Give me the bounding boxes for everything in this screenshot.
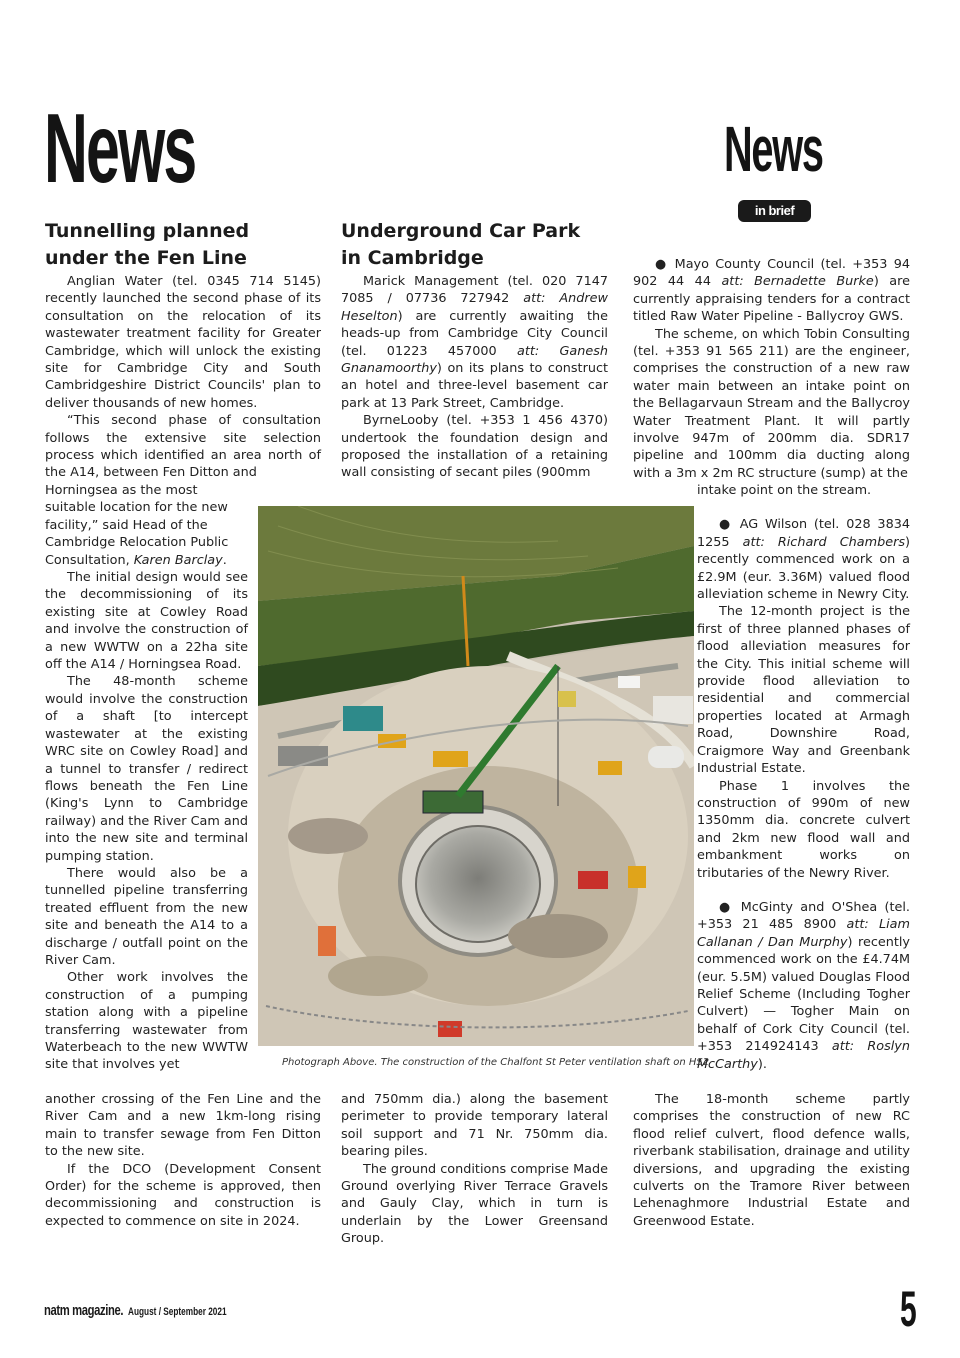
article-1-title-line-2: under the Fen Line: [45, 247, 247, 269]
brief-item-3-paragraph-2: The 18-month scheme partly comprises the construction of new RC flood relief culvert, flood defence walls, riverbank stabilisation, drainage and utility diversions, and upgrading the existing culverts on the Tramore River between Lehenaghmore Industrial Estate and Greenwood Estate.: [633, 1092, 910, 1229]
article-2-title: [341, 218, 580, 272]
brief-item-2-contact: att: Richard Chambers: [742, 534, 905, 550]
article-1-title-line-1: Tunnelling planned: [45, 220, 250, 242]
article-1-paragraph-2-line: facility,” said Head of the: [45, 517, 208, 533]
brief-column-top: [633, 256, 910, 482]
brief-item-2: [697, 516, 910, 603]
brief-item-1-b: ) are currently appraising tenders for a contract titled Raw Water Pipeline - Ballycroy GWS.: [633, 274, 910, 325]
article-2-paragraph-2-continued: and 750mm dia.) along the basement perimeter to provide temporary lateral soil support and 71 Nr. 750mm dia. bearing piles.: [341, 1092, 608, 1160]
article-1-paragraph-2-line: Cambridge Relocation Public: [45, 535, 229, 551]
article-1-paragraph-2: “This second phase of consultation follows the extensive site selection process which identified an area north of the A14, between Fen Ditton and: [45, 413, 321, 481]
brief-item-1-contact: att: Bernadette Burke: [721, 274, 874, 290]
brief-item-3-contact: att: Liam Callanan / Dan Murphy: [697, 917, 910, 950]
article-2-paragraph-1: [341, 273, 608, 412]
brief-item-1-paragraph-2: The scheme, on which Tobin Consulting (tel. +353 91 565 211) are the engineer, comprises the construction of a new raw water main between an intake point on the Bellagarvaun Stream and the Ballycroy Water Treatment Plant. It will partly involve 947m of 200mm dia. SDR17 pipeline and 100mm dia ducting along with a 3m x 2m RC structure (sump) at the: [633, 326, 910, 481]
article-1-paragraph-2-continued: Horningsea as the most suitable location for the new facility,” said Head of the Cambridge Relocation Public Consultation, Karen Barclay.: [45, 482, 248, 569]
article-1-paragraph-2-end: Consultation,: [45, 552, 130, 568]
brief-item-3-contact-2: att: Roslyn McCarthy: [697, 1039, 910, 1072]
article-1-body-bottom: [45, 1091, 321, 1230]
footer-magazine-name: natm magazine.: [44, 1302, 124, 1319]
footer-issue-date: August / September 2021: [128, 1306, 227, 1318]
article-1-person-name: Karen Barclay: [133, 552, 223, 568]
brief-item-3-b: ) recently commenced work on the £4.74M (eur. 5.5M) valued Douglas Flood Relief Scheme (Including Togher Culvert) — Togher Main on behalf of Cork City Council (tel. +353 214924143: [697, 934, 910, 1055]
article-2-body-top: [341, 273, 608, 482]
article-1-body-top: [45, 273, 321, 482]
brief-column-bottom: [633, 1091, 910, 1230]
article-2-paragraph-1-a: Marick Management (tel. 020 7147 7085 / 07736 727942: [341, 274, 608, 307]
masthead-right: News: [724, 113, 823, 185]
article-1-paragraph-6: Other work involves the construction of a pumping station along with a pipeline transferring wastewater from Waterbeach to the new WWTW site that involves yet: [45, 970, 248, 1073]
brief-item-3-a: ● McGinty and O'Shea (tel. +353 21 485 8900: [697, 899, 910, 933]
photo-caption: Photograph Above. The construction of the Chalfont St Peter ventilation shaft on HS2: [282, 1057, 710, 1068]
in-brief-badge: in brief: [738, 200, 811, 222]
article-1-paragraph-5: There would also be a tunnelled pipeline transferring treated effluent from the new site and beneath the A14 to a discharge / outfall point on the River Cam.: [45, 865, 248, 968]
article-1-paragraph-1: Anglian Water (tel. 0345 714 5145) recently launched the second phase of its consultation on the relocation of its wastewater treatment facility for Greater Cambridge, which will unlock the existing site for Cambridge City and South Cambridgeshire District Councils' plan to deliver thousands of new homes.: [45, 274, 321, 411]
article-1-paragraph-6-continued: another crossing of the Fen Line and the River Cam and a new 1km-long rising main to transfer sewage from Fen Ditton to the new site.: [45, 1092, 321, 1160]
masthead-left: News: [44, 93, 196, 203]
construction-site-illustration: [258, 506, 694, 1046]
page-number: 5: [900, 1281, 917, 1337]
article-2-contact-2: att: Ganesh Gnanamoorthy: [341, 343, 608, 377]
brief-item-2-b: ) recently commenced work on a £2.9M (eur. 3.36M) valued flood alleviation scheme in Newry City.: [697, 534, 910, 603]
brief-item-2-a: ● AG Wilson (tel. 028 3834 1255: [697, 517, 910, 550]
article-1-paragraph-4: The 48-month scheme would involve the construction of a shaft [to intercept wastewater at the existing WRC site on Cowley Road] and a tunnel to transfer / redirect flows beneath the Fen Line (King's Lynn to Cambridge railway) and the River Cam and into the new site and terminal pumping station.: [45, 674, 248, 864]
article-2-body-bottom: [341, 1091, 608, 1248]
brief-item-1: [633, 256, 910, 326]
brief-column-narrow: [697, 482, 910, 1073]
article-2-paragraph-2: ByrneLooby (tel. +353 1 456 4370) undertook the foundation design and proposed the installation of a retaining wall consisting of secant piles (900mm: [341, 413, 608, 481]
article-2-paragraph-1-b: ) are currently awaiting the heads-up from Cambridge City Council (tel. 01223 457000: [341, 308, 608, 359]
article-2-contact-1: att: Andrew Heselton: [341, 291, 608, 324]
article-2-title-line-2: in Cambridge: [341, 247, 484, 269]
article-2-paragraph-3: The ground conditions comprise Made Ground overlying River Terrace Gravels and Gauly Clay, which in turn is underlain by the Lower Greensand Group.: [341, 1161, 608, 1247]
article-1-body-narrow: [45, 482, 248, 1074]
brief-item-2-paragraph-2: The 12-month project is the first of three planned phases of flood alleviation measures for the City. This initial scheme will provide flood alleviation to residential and commercial properties located at Armagh Road, Downshire Road, Craigmore Way and Greenbank Industrial Estate.: [697, 604, 910, 777]
article-1-paragraph-7: If the DCO (Development Consent Order) for the scheme is approved, then decommissioning and construction is expected to commence on site in 2024.: [45, 1161, 321, 1229]
brief-item-1-a: ● Mayo County Council (tel. +353 94 902 44 44: [633, 257, 910, 290]
article-2-paragraph-1-c: ) on its plans to construct an hotel and three-level basement car park at 13 Park Street, Cambridge.: [341, 361, 608, 411]
brief-item-1-end: intake point on the stream.: [697, 483, 872, 498]
article-1-paragraph-2-line: Horningsea as the most: [45, 483, 198, 498]
article-1-title: [45, 218, 249, 272]
article-2-title-line-1: Underground Car Park: [341, 220, 581, 242]
article-1-paragraph-3: The initial design would see the decommissioning of its existing site at Cowley Road and involve the construction of a new WWTW on a 22ha site off the A14 / Horningsea Road.: [45, 570, 248, 673]
brief-item-3-c: ).: [757, 1056, 767, 1072]
brief-item-3: [697, 899, 910, 1073]
construction-site-photo: [258, 506, 694, 1046]
article-1-paragraph-2-line: suitable location for the new: [45, 500, 228, 516]
brief-item-2-paragraph-3: Phase 1 involves the construction of 990m of new 1350mm dia. concrete culvert and 2km new flood wall and embankment works on tributaries of the Newry River.: [697, 778, 910, 881]
